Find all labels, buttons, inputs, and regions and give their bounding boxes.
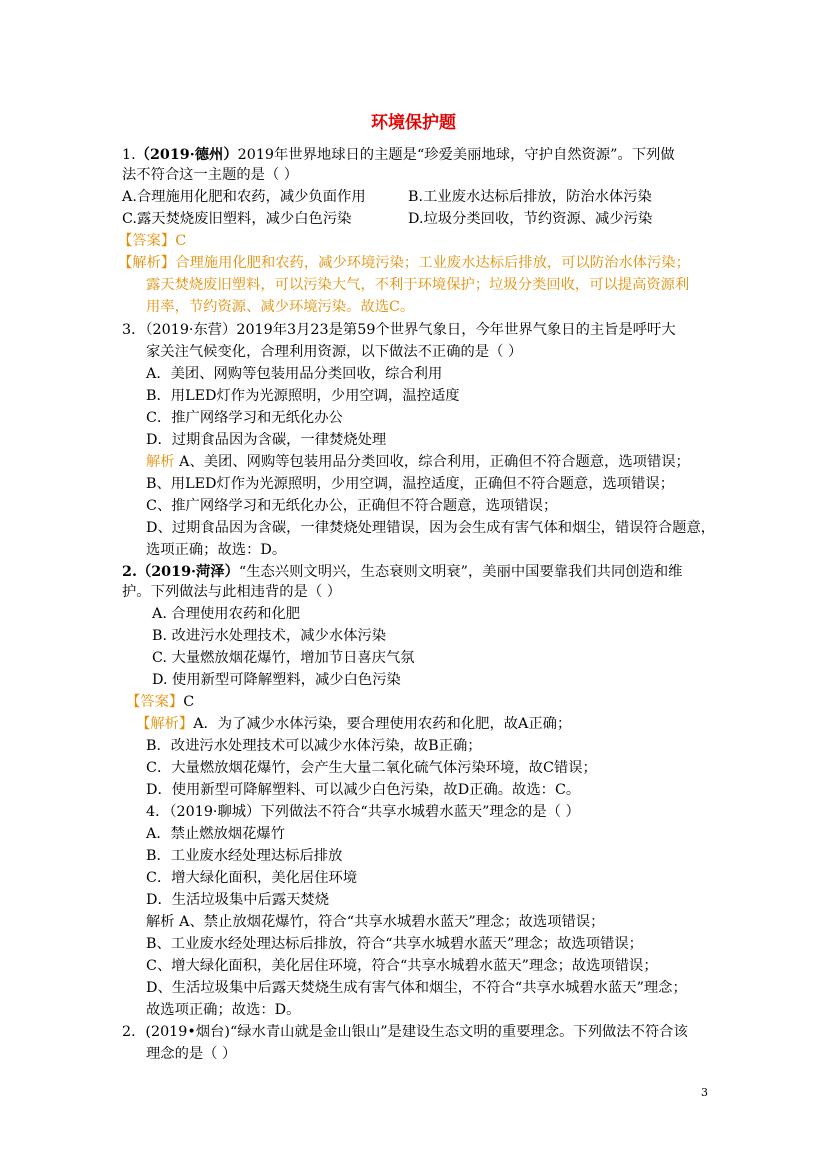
question-4-stem-1: 4．（2019·聊城）下列做法不符合“共享水城碧水蓝天”理念的是（ ） xyxy=(146,804,580,820)
question-1-option-b: B.工业废水达标后排放，防治水体污染 xyxy=(408,189,652,205)
question-2a-analysis-3: C．大量燃放烟花爆竹，会产生大量二氧化硫气体污染环境，故C错误； xyxy=(146,760,597,776)
question-4-analysis-4: D、生活垃圾集中后露天焚烧生成有害气体和烟尘，不符合“共享水城碧水蓝天”理念； xyxy=(146,980,687,996)
question-2a-line-1 xyxy=(122,562,682,582)
question-1-line-1 xyxy=(122,145,675,165)
question-3-stem-2: 家关注气候变化，合理利用资源，以下做法不正确的是（ ） xyxy=(146,344,523,360)
question-2a-option-d: D. 使用新型可降解塑料，减少白色污染 xyxy=(152,672,401,688)
page-number: 3 xyxy=(701,1086,708,1099)
question-1-analysis-2: 露天焚烧废旧塑料，可以污染大气，不利于环境保护；垃圾分类回收，可以提高资源利 xyxy=(146,277,690,293)
question-2a-analysis-1 xyxy=(136,714,571,734)
question-2a-option-a: A. 合理使用农药和化肥 xyxy=(152,606,301,622)
question-1-option-a: A.合理施用化肥和农药，减少负面作用 xyxy=(122,189,366,205)
question-1-source: （2019·德州） xyxy=(135,147,238,163)
question-2a-answer xyxy=(126,692,194,712)
question-3-analysis-5: 选项正确；故选：D。 xyxy=(146,542,287,558)
question-1-stem-1: 2019年世界地球日的主题是“珍爱美丽地球，守护自然资源”。下列做 xyxy=(237,147,675,163)
question-1-stem-2: 法不符合这一主题的是（ ） xyxy=(122,167,299,183)
question-2a-option-b: B. 改进污水处理技术，减少水体污染 xyxy=(152,628,387,644)
question-2a-stem-1: “生态兴则文明兴，生态衰则文明衰”，美丽中国要靠我们共同创造和维 xyxy=(238,564,683,580)
question-1-number: 1. xyxy=(122,147,136,163)
question-2b-stem-2: 理念的是（ ） xyxy=(146,1046,237,1062)
question-4-analysis-2: B、工业废水经处理达标后排放，符合“共享水城碧水蓝天”理念；故选项错误； xyxy=(146,936,643,952)
answer-tag: 【答案】 xyxy=(126,694,184,710)
answer-value: C xyxy=(175,233,187,249)
question-3-option-b: B．用LED灯作为光源照明，少用空调，温控适度 xyxy=(146,388,460,404)
question-4-analysis-3: C、增大绿化面积，美化居住环境，符合“共享水城碧水蓝天”理念；故选项错误； xyxy=(146,958,658,974)
analysis-text: 合理施用化肥和农药，减少环境污染；工业废水达标后排放，可以防治水体污染； xyxy=(175,255,690,271)
question-1-option-d: D.垃圾分类回收，节约资源、减少污染 xyxy=(408,211,653,227)
question-2b-stem-1: 2．(2019•烟台)“绿水青山就是金山银山”是建设生态文明的重要理念。下列做法不符合该 xyxy=(122,1024,688,1040)
answer-tag: 【答案】 xyxy=(118,233,176,249)
page-title: 环境保护题 xyxy=(371,113,456,133)
question-2a-source: （2019·菏泽） xyxy=(136,564,239,580)
question-2a-analysis-4: D．使用新型可降解塑料、可以减少白色污染，故D正确。故选：C。 xyxy=(146,782,581,798)
question-4-option-b: B．工业废水经处理达标后排放 xyxy=(146,848,343,864)
analysis-tag: 【解析】 xyxy=(136,716,194,732)
question-1-option-c: C.露天焚烧废旧塑料，减少白色污染 xyxy=(122,211,352,227)
question-2a-analysis-2: B．改进污水处理技术可以减少水体污染，故B正确； xyxy=(146,738,482,754)
analysis-tag: 解析 xyxy=(146,454,175,470)
question-2a-number: 2. xyxy=(122,564,137,580)
question-2a-option-c: C. 大量燃放烟花爆竹，增加节日喜庆气氛 xyxy=(152,650,415,666)
question-2a-stem-2: 护。下列做法与此相违背的是（ ） xyxy=(122,584,341,600)
analysis-tag: 【解析】 xyxy=(118,255,176,271)
question-4-option-c: C．增大绿化面积，美化居住环境 xyxy=(146,870,358,886)
question-3-option-d: D．过期食品因为含碳，一律焚烧处理 xyxy=(146,432,387,448)
question-3-stem-1: 3．（2019·东营）2019年3月23是第59个世界气象日，今年世界气象日的主旨是呼吁大 xyxy=(122,322,676,338)
question-3-option-a: A．美团、网购等包装用品分类回收，综合利用 xyxy=(146,366,443,382)
question-3-analysis-3: C、推广网络学习和无纸化办公，正确但不符合题意，选项错误； xyxy=(146,498,558,514)
question-4-option-d: D．生活垃圾集中后露天焚烧 xyxy=(146,892,330,908)
question-1-analysis-1 xyxy=(118,253,690,273)
question-3-option-c: C．推广网络学习和无纸化办公 xyxy=(146,410,343,426)
question-1-analysis-3: 用率，节约资源、减少环境污染。故选C。 xyxy=(146,299,415,315)
question-3-analysis-4: D、过期食品因为含碳，一律焚烧处理错误，因为会生成有害气体和烟尘，错误符合题意， xyxy=(146,520,716,536)
question-3-analysis-1 xyxy=(146,452,690,472)
question-4-analysis-1: 解析 A、禁止放烟花爆竹，符合“共享水城碧水蓝天”理念；故选项错误； xyxy=(146,914,605,930)
question-3-analysis-2: B、用LED灯作为光源照明，少用空调，温控适度，正确但不符合题意，选项错误； xyxy=(146,476,674,492)
analysis-text: A．为了减少水体污染，要合理使用农药和化肥，故A正确； xyxy=(193,716,572,732)
analysis-text: A、美团、网购等包装用品分类回收，综合利用，正确但不符合题意，选项错误； xyxy=(179,454,690,470)
question-4-option-a: A．禁止燃放烟花爆竹 xyxy=(146,826,285,842)
question-4-analysis-5: 故选项正确；故选：D。 xyxy=(146,1002,301,1018)
question-1-answer xyxy=(118,231,186,251)
answer-value: C xyxy=(183,694,195,710)
